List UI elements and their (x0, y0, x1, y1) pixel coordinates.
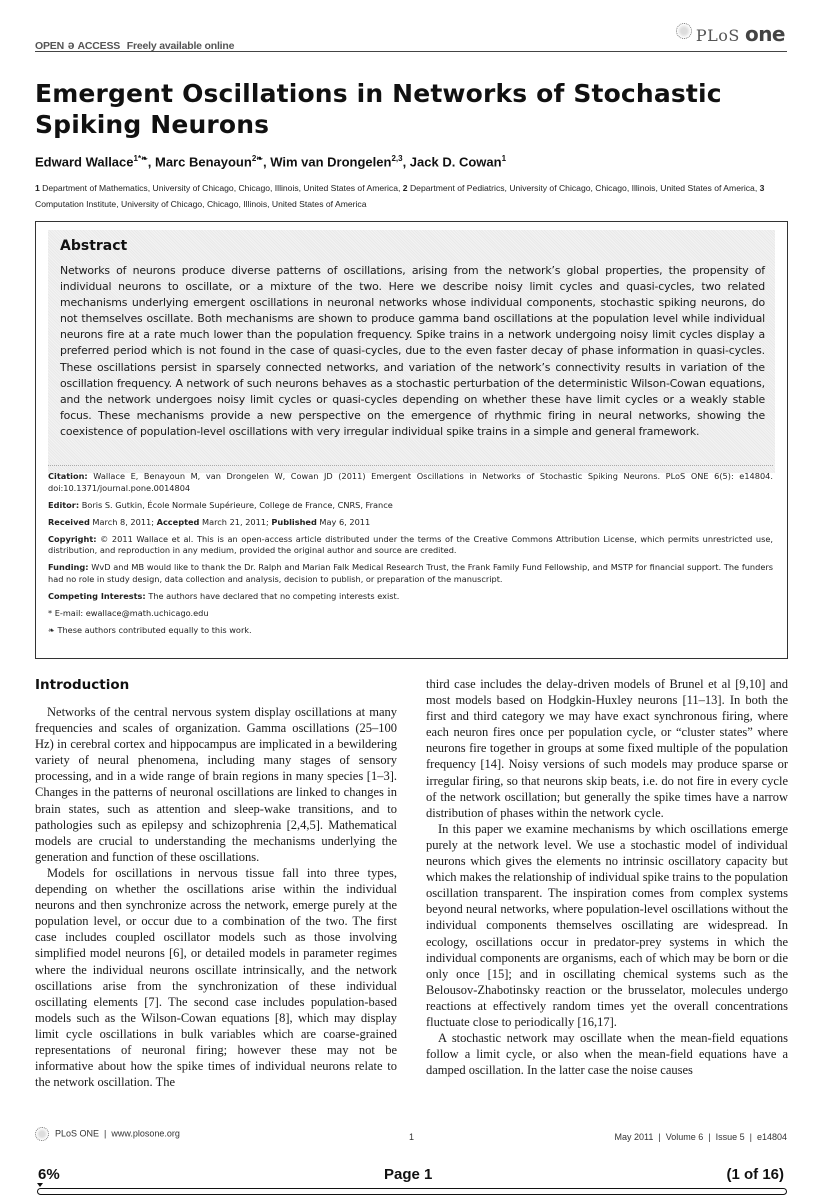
affiliation-number: 2 (402, 183, 408, 193)
logo-one-text: one (744, 22, 785, 46)
author-separator: , (147, 154, 155, 170)
current-page-label: Page 1 (384, 1166, 433, 1183)
copyright-text: © 2011 Wallace et al. This is an open-access article distributed under the terms of the Creative Commons Attribution License, which permits unrestricted use, distribution, and reproduction in any medium, provided the original author and source are credited. (48, 533, 773, 555)
accepted-label: Accepted (156, 516, 200, 527)
citation-label: Citation: (48, 471, 88, 481)
funding-label: Funding: (48, 562, 89, 572)
published-label: Published (271, 516, 317, 527)
abstract-heading: Abstract (60, 238, 128, 254)
article-title: Emergent Oscillations in Networks of Stochastic Spiking Neurons (35, 79, 722, 139)
affiliation-text: Computation Institute, University of Chicago, Chicago, Illinois, United States of America (35, 198, 367, 209)
body-paragraph: third case includes the delay-driven models of Brunel et al [9,10] and most models based on Hodgkin-Huxley neurons [11–13]. In both the first and third category we may have exact synchronous firing, where each neuron fires once per population cycle, or “cluster states” where neurons fire together in groups at some fixed multiple of the population frequency [14]. Noisy versions of such models may produce sparse or irregular firing, so that neurons skip beats, i.e. do not fire in every cycle of the network oscillation; but generally the spike times have a narrow distribution of phases within the network cycle. (426, 677, 788, 820)
competing-text: The authors have declared that no competing interests exist. (145, 590, 400, 601)
footer-page-number: 1 (409, 1132, 415, 1142)
author-affiliation-marker: 1 (501, 154, 507, 163)
received-label: Received (48, 516, 90, 527)
competing-interests (48, 591, 773, 603)
editor-text: Boris S. Gutkin, École Normale Supérieure, College de France, CNRS, France (79, 499, 393, 510)
copyright (48, 534, 773, 557)
published-date: May 6, 2011 (316, 516, 371, 527)
progress-scrollbar[interactable] (37, 1188, 787, 1195)
affiliations (35, 181, 790, 212)
section-heading-introduction: Introduction (35, 677, 130, 693)
body-paragraph: Networks of the central nervous system display oscillations at many frequencies and scales of organization. Gamma oscillations (25–100 Hz) in cerebral cortex and hippocampus are implicated in a bewildering variety of neural phenomena, including many stages of sensory processing, and in a wide range of brain regions in many species [1–3]. Changes in the patterns of neuronal oscillations are linked to changes in brain states, such as attention and sleep-wake transitions, and to pathologies such as epilepsy and schizophrenia [2,4,5]. Mathematical models are crucial to understanding the mechanisms underlying the generation and function of these oscillations. (35, 705, 397, 864)
journal-header (35, 22, 787, 52)
affiliation-text: Department of Mathematics, University of Chicago, Chicago, Illinois, United States of America, (39, 183, 403, 193)
citation-text: Wallace E, Benayoun M, van Drongelen W, Cowan JD (2011) Emergent Oscillations in Networks of Stochastic Spiking Neurons. PLoS ONE 6(5): e14804. doi:10.1371/journal.pone.0014804 (48, 471, 773, 493)
open-lock-icon: ə (67, 38, 75, 52)
affiliation-number: 1 (35, 183, 40, 193)
copyright-label: Copyright: (48, 533, 97, 544)
author-list (35, 154, 506, 169)
body-column-right (426, 676, 788, 1078)
editor-label: Editor: (48, 499, 80, 510)
plos-globe-icon (35, 1127, 49, 1141)
author-separator: , (262, 154, 271, 170)
open-text: OPEN (35, 40, 64, 52)
equal-contribution-note: ❧ These authors contributed equally to this work. (48, 624, 252, 635)
body-paragraph: In this paper we examine mechanisms by which oscillations emerge purely at the network level. We use a stochastic model of individual neurons which gives the elements no intrinsic oscillatory capacity but which makes the relationship of individual spike trains to the population oscillation transparent. The inspiration comes from complex systems beyond neural networks, where population-level oscillations without the individual components themselves oscillating are widespread. In ecology, oscillations occur in predator-prey systems in which the individual components are organisms, each of which may be born or die only once [15]; and in oscillating chemical systems such as the Belousov-Zhabotinsky reaction or the brusselator, molecules undergo reactions at effectively random times yet the overall concentrations fluctuate close to periodically [16,17]. (426, 821, 788, 1029)
accepted-date: March 21, 2011; (199, 516, 272, 527)
page-footer (35, 1123, 787, 1145)
abstract-text: Networks of neurons produce diverse patterns of oscillations, arising from the network’s global properties, the propensity of individual neurons to oscillate, or a mixture of the two. Here we describe noisy limit cycles and quasi-cycles, two related mechanisms underlying emergent oscillations in neuronal networks whose individual components, stochastic spiking neurons, do not themselves oscillate. Both mechanisms are shown to produce gamma band oscillations at the population level while individual neurons fire at a rate much lower than the population frequency. Spike trains in a network undergoing noisy limit cycles display a preferred period which is not found in the case of quasi-cycles, due to the even faster decay of phase information in quasi-cycles. These oscillations persist in sparsely connected networks, and variation of the network’s connectivity results in variation of the oscillation frequency. A network of such neurons behaves as a stochastic perturbation of the deterministic Wilson-Cowan equations, and the network undergoes noisy limit cycles or quasi-cycles depending on whether these have limit cycles or a weakly stable focus. These mechanisms provide a new perspective on the emergence of rhythmic firing in neural networks, showing the coexistence of population-level oscillations with very irregular individual spike trains in a simple and general framework. (60, 264, 765, 438)
progress-marker-icon[interactable] (37, 1183, 43, 1187)
affiliation-text: Department of Pediatrics, University of Chicago, Chicago, Illinois, United States of America, (407, 183, 760, 193)
corresponding-email: * E-mail: ewallace@math.uchicago.edu (48, 607, 209, 618)
author-affiliation-marker: 2,3 (391, 154, 403, 163)
progress-percent: 6% (38, 1166, 60, 1183)
affiliation-number: 3 (759, 183, 765, 193)
plos-globe-icon (676, 23, 692, 39)
article-metadata (48, 465, 773, 642)
logo-plos-text: PLoS (695, 26, 740, 45)
author-name: Marc Benayoun (155, 154, 252, 170)
freely-available-text: Freely available online (126, 40, 235, 52)
author-separator: , (402, 154, 410, 170)
body-paragraph: A stochastic network may oscillate when the mean-field equations follow a limit cycle, or also when the mean-field equations have a damped oscillation. In the latter case the noise causes (426, 1031, 788, 1078)
author-affiliation-marker: 2❧ (251, 154, 263, 163)
editor (48, 500, 773, 512)
footer-journal (35, 1127, 180, 1141)
footer-issue-info: May 2011 | Volume 6 | Issue 5 | e14804 (614, 1132, 787, 1142)
access-text: ACCESS (77, 40, 121, 52)
plos-one-logo (676, 22, 785, 46)
competing-label: Competing Interests: (48, 590, 146, 601)
body-paragraph: Models for oscillations in nervous tissue fall into three types, depending on whether the oscillations arise within the individual neurons and then synchronize across the network, emerge purely at the population level, or occur due to a combination of the two. The first case includes coupled oscillator models such as those involving simplified model neurons [6], or detailed models in parameter regimes where the individual neurons oscillate intrinsically, and the network oscillations arise from the synchronization of these individual oscillating elements [7]. The second case includes population-based models such as the Wilson-Cowan equations [8], which may display limit cycle oscillations in bulk variables which are coarse-grained representations of neuronal firing; however these may not be informative about how the spike times of individual neurons relate to the network oscillation. The (35, 865, 397, 1090)
author-name: Wim van Drongelen (270, 154, 392, 170)
footer-journal-text: PLoS ONE | www.plosone.org (55, 1128, 180, 1139)
author-name: Edward Wallace (35, 154, 134, 170)
body-column-left (35, 704, 397, 1090)
funding (48, 562, 773, 585)
viewer-status-bar (0, 1160, 824, 1200)
abstract-box (35, 221, 788, 659)
author-affiliation-marker: 1*❧ (133, 154, 148, 163)
author-name: Jack D. Cowan (409, 154, 502, 170)
page-count: (1 of 16) (726, 1166, 784, 1183)
dates (48, 517, 773, 529)
received-date: March 8, 2011; (89, 516, 157, 527)
funding-text: WvD and MB would like to thank the Dr. Ralph and Marian Falk Medical Research Trust, the Frank Family Fund Fellowship, and MSTP for financial support. The funders had no role in study design, data collection and analysis, decision to publish, or preparation of the manuscript. (48, 562, 773, 584)
open-access-label (35, 38, 234, 52)
citation (48, 471, 773, 494)
